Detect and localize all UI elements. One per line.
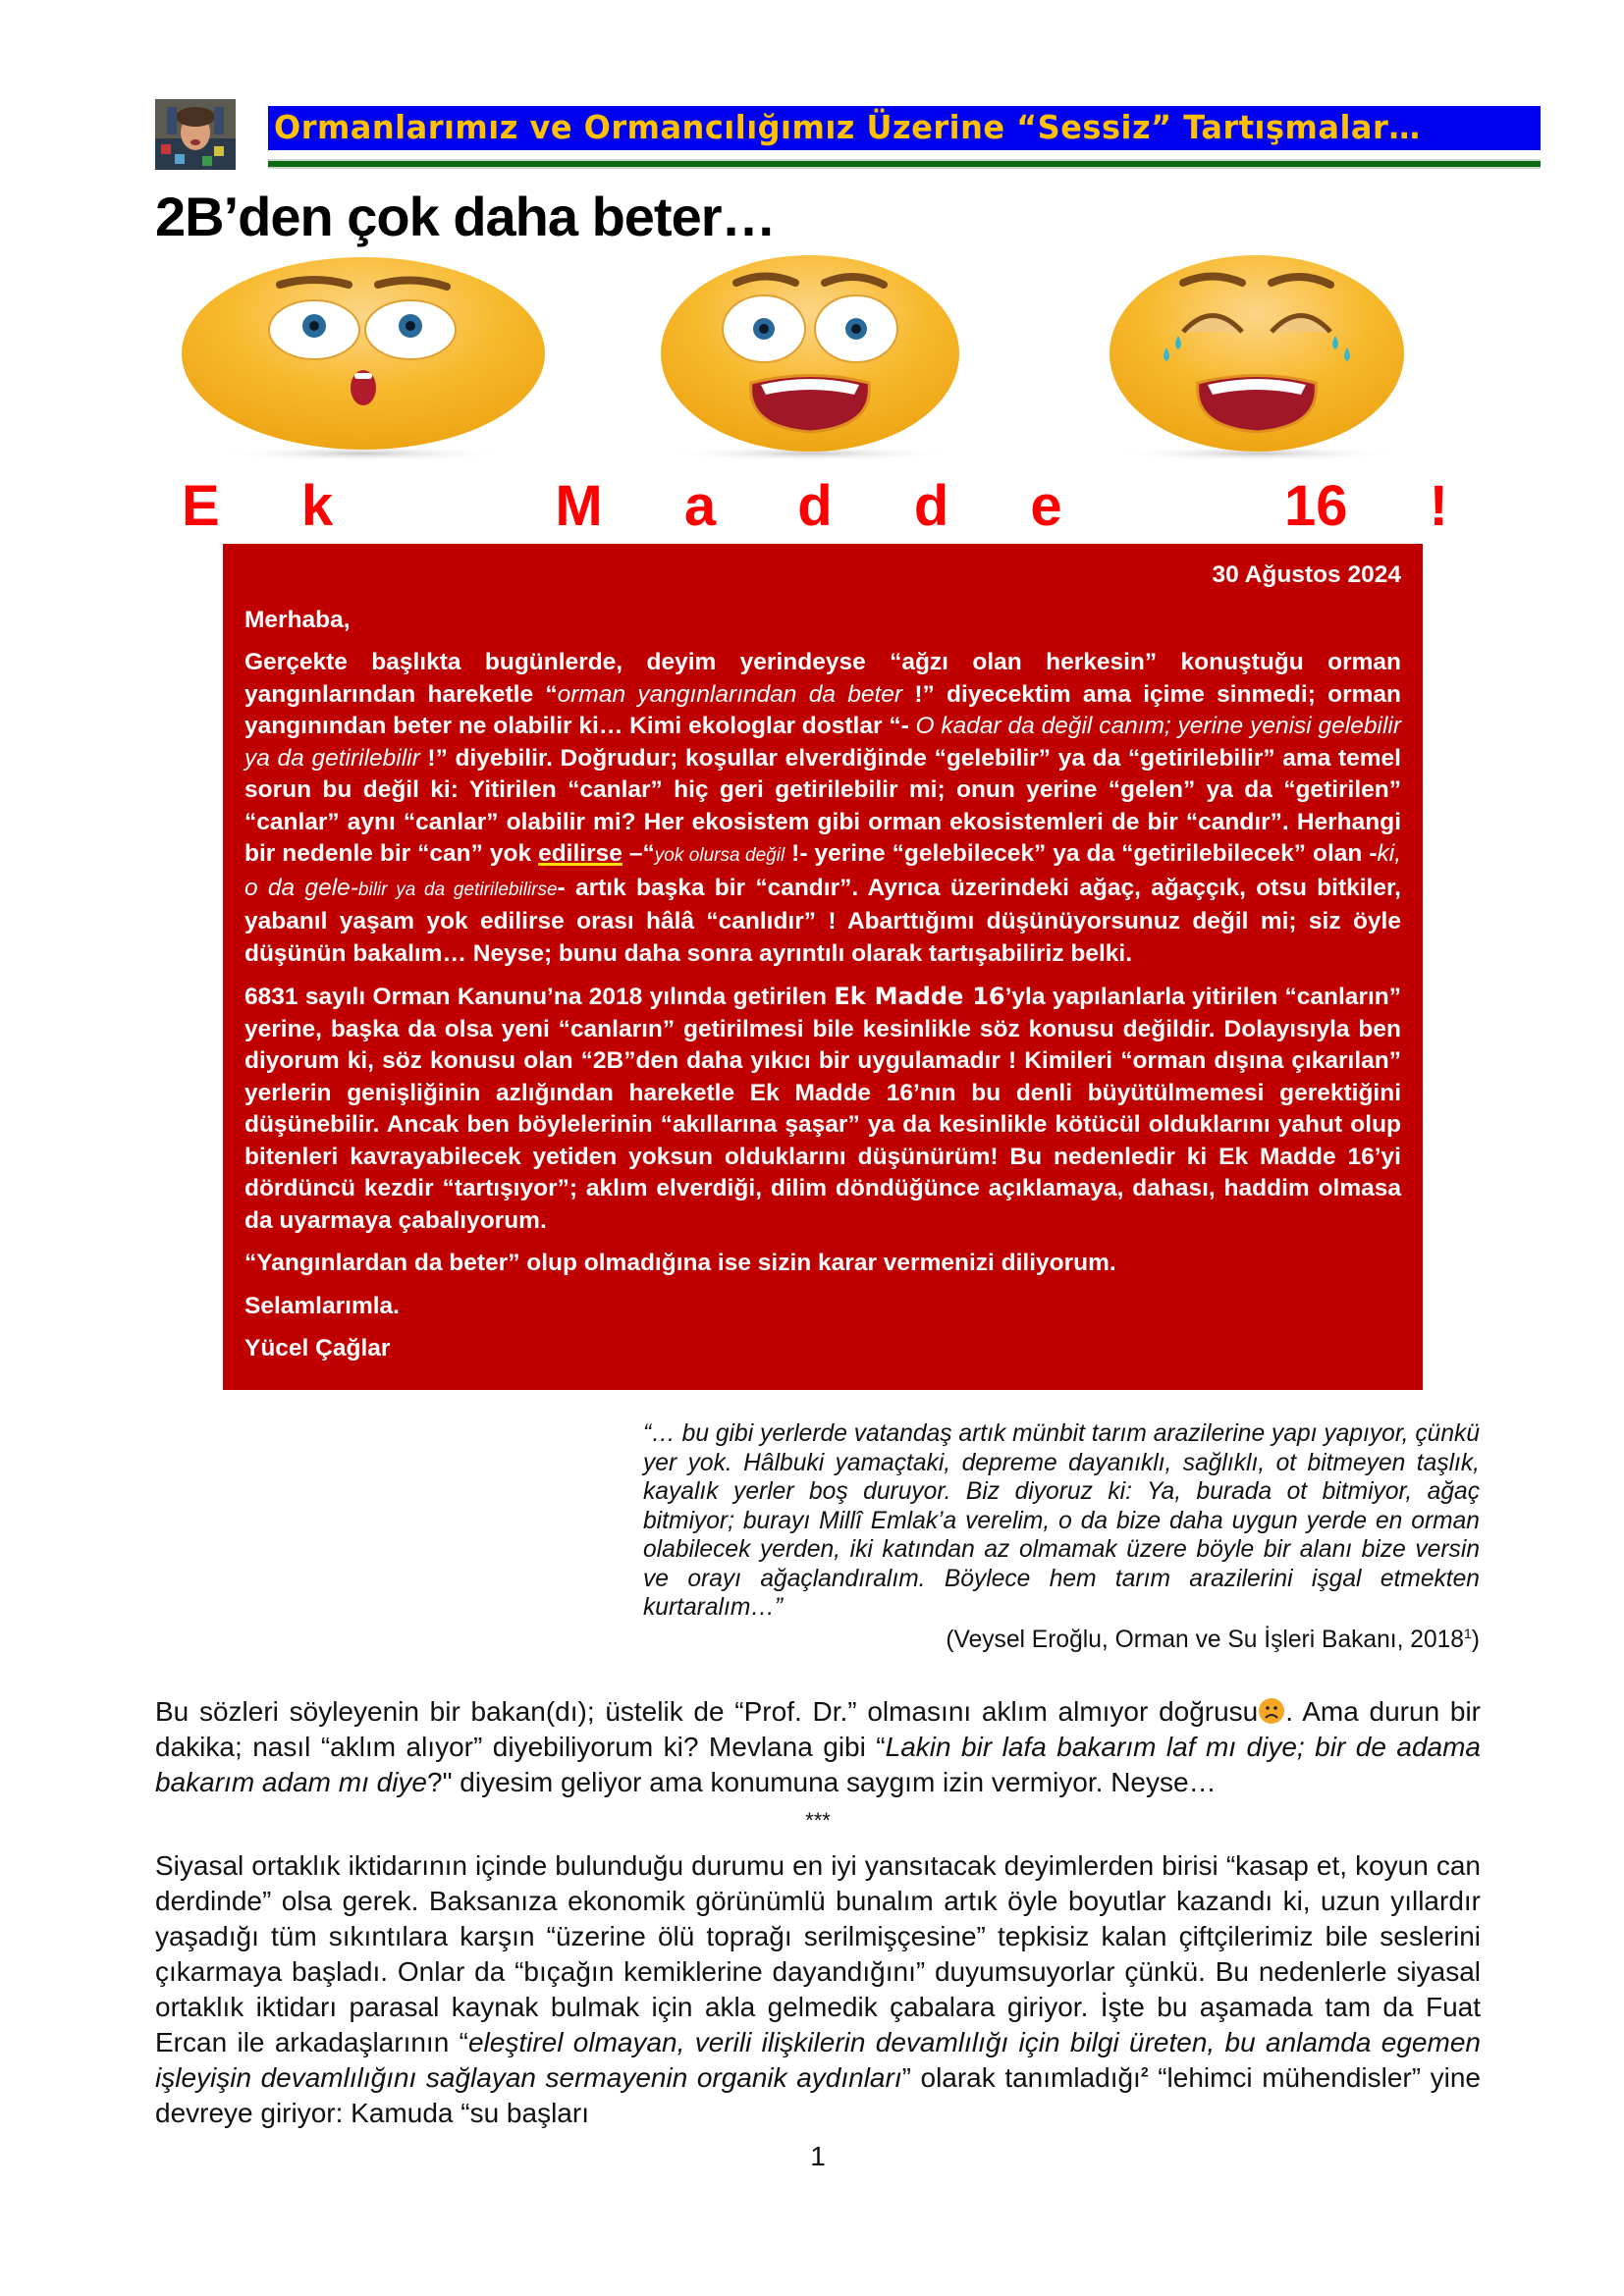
letter-paragraph-1 (244, 647, 1401, 970)
text: !” diyecektim ama içime sinmedi; orman yangınından beter ne olabilir ki… Kimi ekologlar dostlar “- (244, 680, 1402, 739)
text: –“ (622, 840, 655, 867)
ek-madde-16-banner (182, 474, 1448, 538)
text: - artık başka bir “candır”. Ayrıca üzerindeki ağaç, ağaççık, otsu bitkiler, yabanıl yaşam yok edilirse orası hâlâ “canlıdır” ! Abarttığımı düşünüyorsunuz değil mi; siz öyle düşünün bakalım… Neyse; bunu daha sonra ayrıntılı olarak tartışabiliriz belki. (244, 874, 1401, 967)
attribution-text: (Veysel Eroğlu, Orman ve Su İşleri Bakanı, 2018 (946, 1627, 1464, 1653)
italic-text: orman yangınlarından da beter (557, 680, 903, 708)
text: ?" diyesim geliyor ama konumuna saygım izin vermiyor. Neyse… (427, 1767, 1217, 1797)
body-paragraph-1 (155, 1694, 1481, 1800)
crying-face-icon (1110, 255, 1404, 461)
block-quote (643, 1419, 1480, 1623)
italic-text: yok olursa değil (654, 845, 785, 866)
banner-letter: 16 (1283, 474, 1348, 538)
letter-closing: Selamlarımla. (244, 1292, 400, 1319)
footnote-ref[interactable]: 1 (1464, 1625, 1472, 1641)
author-photo (155, 99, 236, 170)
page-title: 2B’den çok daha beter… (155, 186, 776, 247)
letter-paragraph-3: “Yangınlardan da beter” olup olmadığına ise sizin karar vermenizi diliyorum. (244, 1250, 1116, 1276)
page-number: 1 (810, 2141, 826, 2171)
italic-text: O kadar da değil canım; yerine yenisi gelebilir ya da getirilebilir (244, 713, 1401, 772)
letter-date: 30 Ağustos 2024 (1212, 561, 1401, 588)
footnote-ref[interactable]: 2 (1140, 2063, 1149, 2080)
series-title: Ormanlarımız ve Ormancılığımız Üzerine “Sessiz” Tartışmalar… (274, 108, 1421, 146)
astonished-face-icon (182, 257, 545, 461)
text: !- yerine “gelebilecek” ya da “getirilebilecek” olan - (785, 840, 1378, 867)
text: “lehimci mühendisler” yine devreye giriyor: Kamuda “su başları (155, 2062, 1481, 2128)
attribution-text: ) (1471, 1627, 1480, 1653)
banner-letter: d (913, 474, 949, 538)
series-header-bar (268, 106, 1541, 150)
text: Gerçekte başlıkta bugünlerde, deyim yerindeyse “ağzı olan herkesin” konuştuğu orman yangınlarından hareketle “ (244, 649, 1401, 708)
letter-signature: Yücel Çağlar (244, 1335, 391, 1362)
body-paragraph-2 (155, 1848, 1481, 2131)
banner-letter: ! (1429, 474, 1448, 538)
banner-letter: k (300, 474, 334, 538)
header-divider (268, 159, 1541, 169)
text: ’yla yapılanlarla yitirilen “canların” yerine, başka da olsa yeni “canların” getirilmesi bile kesinlikle söz konusu değildir. Dolayısıyla ben diyorum ki, söz konusu olan “2B”den daha yıkıcı bir uygulamadır ! Kimileri “orman dışına çıkarılan” yerlerin genişliğinin azlığından hareketle Ek Madde 16’nın bu denli büyütülmemesi gerektiğini düşünebilir. Ancak ben böylelerinin “akıllarına şaşar” ya da kesinlikle kötücül olduklarını yahut olup bitenleri kavrayabilecek yetiden yoksun olduklarını düşünürüm! Bu nedenledir ki Ek Madde 16’yi dördüncü kezdir “tartışıyor”; aklım elverdiği, dilim döndüğünce açıklamaya, dahası, haddim olmasa da uyarmaya çabalıyorum. (244, 984, 1401, 1234)
banner-gap (1144, 484, 1203, 529)
italic-text: bilir ya da getirilebilirse (357, 879, 558, 900)
fearful-face-icon (661, 255, 959, 461)
letter-box (223, 544, 1423, 1390)
emoji-illustration (167, 245, 1453, 461)
quote-text: “… bu gibi yerlerde vatandaş artık münbit tarım arazilerine yapı yapıyor, çünkü yer yok. Hâlbuki yamaçtaki, depreme dayanıklı, sağlıklı, ot bitmeyen taşlık, kayalık yerler boş duruyor. Biz diyoruz ki: Ya, burada ot bitmiyor, ağaç bitmiyor; burayı Millî Emlak’a verelim, o da bize daha uygun yerde en orman olabilecek yerden, iki katından az olmamak üzere böyle bir alanı bize versin ve orayı ağaçlandıralım. Böylece hem tarım arazilerini işgal etmekten kurtaralım…” (643, 1420, 1480, 1621)
quote-attribution (643, 1626, 1480, 1655)
text: Siyasal ortaklık iktidarının içinde bulunduğu durumu en iyi yansıtacak deyimlerden birisi “kasap et, koyun can derdinde” olsa gerek. Baksanıza ekonomik görünümlü bunalım artık öyle boyutlar kazandı ki, uzun yıllardır yaşadığı tüm sıkıntılara karşın “üzerine ölü toprağı serilmişçesine” tepkisiz kalan çiftçilerimiz bile seslerini çıkarmaya başladı. Onlar da “bıçağın kemiklerine dayandığını” duyumsuyorlar çünkü. Bu nedenlerle siyasal ortaklık iktidarı parasal kaynak bulmak için akla gelmedik çabalara giriyor. İşte bu aşamada tam da Fuat Ercan ile arkadaşlarının “ (155, 1850, 1481, 2057)
banner-gap (414, 484, 473, 529)
letter-greeting: Merhaba, (244, 606, 351, 633)
bold-text: Ek Madde 16 (834, 983, 1005, 1010)
banner-letter: M (555, 474, 603, 538)
italic-text: ki, o da gele- (244, 840, 1401, 901)
banner-letter: e (1030, 474, 1062, 538)
text: Bu sözleri söyleyenin bir bakan(dı); üstelik de “Prof. Dr.” olmasını aklım almıyor doğrusu (155, 1696, 1259, 1727)
underlined-text: edilirse (538, 840, 623, 867)
banner-letter: a (683, 474, 717, 538)
section-separator: *** (805, 1808, 831, 1833)
italic-text: Lakin bir lafa bakarım laf mı diye; bir de adama bakarım adam mı diye (155, 1732, 1481, 1797)
text: ” olarak tanımladığı (901, 2062, 1141, 2093)
text: !” diyebilir. Doğrudur; koşullar elverdiğinde “gelebilir” ya da “getirilebilir” ama temel sorun bu değil ki: Yitirilen “canlar” hiç geri getirilebilir mi; onun yerine “gelen” ya da “getirilen” “canlar” aynı “canlar” olabilir mi? Her ekosistem gibi orman ekosistemleri de bir “candır”. Herhangi bir nedenle bir “can” yok (244, 744, 1401, 867)
author-photo-icon (155, 99, 236, 170)
banner-letter: E (182, 474, 220, 538)
text: . Ama durun bir dakika; nasıl “aklım alıyor” diyebiliyorum ki? Mevlana gibi “ (155, 1696, 1481, 1762)
letter-paragraph-2 (244, 981, 1401, 1237)
italic-text: eleştirel olmayan, verili ilişkilerin devamlılığı için bilgi üreten, bu anlamda egemen işleyişin devamlılığını sağlayan sermayenin organik aydınları (155, 2027, 1481, 2093)
sad-face-icon (1258, 1697, 1285, 1725)
text: 6831 sayılı Orman Kanunu’na 2018 yılında getirilen (244, 984, 835, 1010)
banner-letter: d (797, 474, 833, 538)
